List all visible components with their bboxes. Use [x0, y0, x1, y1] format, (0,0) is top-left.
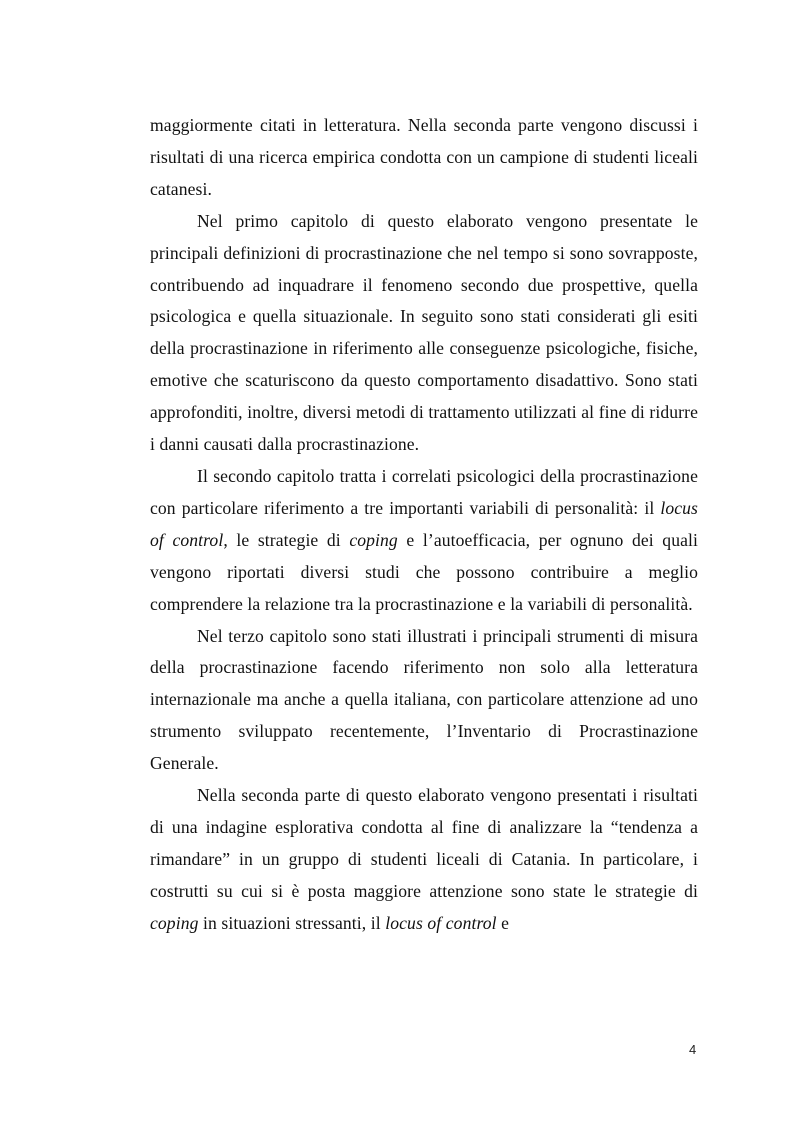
- paragraph-chapter-two: [150, 461, 698, 621]
- text-run: e l’autoefficacia, per ognuno dei quali vengono riportati diversi studi che possono contribuire a meglio comprendere la relazione tra la procrastinazione e la variabili di personalità.: [150, 529, 698, 614]
- text-run: Nel primo capitolo di questo elaborato vengono presentate le principali definizioni di procrastinazione che nel tempo si sono sovrapposte, contribuendo ad inquadrare il fenomeno secondo due prospettive, quella psicologica e quella situazionale. In seguito sono stati considerati gli esiti della procrastinazione in riferimento alle conseguenze psicologiche, fisiche, emotive che scaturiscono da questo comportamento disadattivo. Sono stati approfonditi, inoltre, diversi metodi di trattamento utilizzati al fine di ridurre i danni causati dalla procrastinazione.: [150, 210, 698, 455]
- italic-term: coping: [150, 912, 199, 933]
- italic-term: locus of control: [150, 497, 698, 550]
- text-run: maggiormente citati in letteratura. Nella seconda parte vengono discussi i risultati di una ricerca empirica condotta con un campione di studenti liceali catanesi.: [150, 115, 698, 199]
- italic-term: locus of control: [385, 912, 497, 933]
- paragraph-second-part: [150, 780, 698, 940]
- page-number: 4: [689, 1042, 697, 1057]
- text-run: Nel terzo capitolo sono stati illustrati i principali strumenti di misura della procrastinazione facendo riferimento non solo alla letteratura internazionale ma anche a quella italiana, con particolare attenzione ad uno strumento sviluppato recentemente, l’Inventario di Procrastinazione Generale.: [150, 625, 698, 774]
- italic-term: coping: [349, 529, 398, 550]
- paragraph-chapter-three: [150, 621, 698, 781]
- text-run: , le strategie di: [223, 529, 350, 550]
- text-run: Nella seconda parte di questo elaborato vengono presentati i risultati di una indagine esplorativa condotta al fine di analizzare la “tendenza a rimandare” in un gruppo di studenti liceali di Catania. In particolare, i costrutti su cui si è posta maggiore attenzione sono state le strategie di: [150, 785, 698, 901]
- paragraph-chapter-one: [150, 206, 698, 461]
- body-text: [150, 110, 698, 940]
- paragraph-continuation: [150, 110, 698, 206]
- text-run: in situazioni stressanti, il: [198, 912, 386, 933]
- text-run: Il secondo capitolo tratta i correlati psicologici della procrastinazione con particolare riferimento a tre importanti variabili di personalità: il: [150, 465, 698, 518]
- text-run: e: [496, 912, 510, 933]
